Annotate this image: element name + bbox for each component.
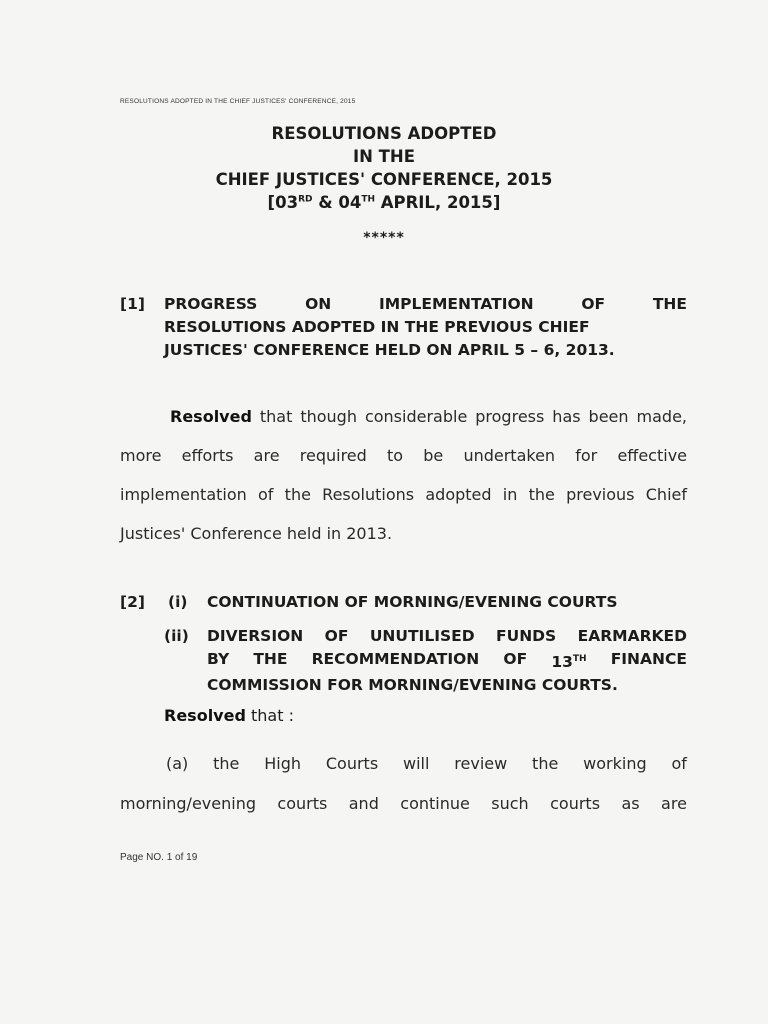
- clause-word: are: [661, 794, 687, 813]
- resolved-label: Resolved: [164, 706, 246, 725]
- section-2-number: [2]: [120, 593, 145, 611]
- section-1-heading-line-2: RESOLUTIONS ADOPTED IN THE PREVIOUS CHIEF: [164, 318, 590, 336]
- clause-word: of: [671, 754, 687, 773]
- clause-word: Courts: [325, 754, 379, 773]
- resolved-rest: that :: [245, 706, 294, 725]
- heading-word: THE: [652, 295, 687, 313]
- title-line-3: CHIEF JUSTICES' CONFERENCE, 2015: [215, 170, 553, 189]
- clause-word: as: [621, 794, 640, 813]
- title-line-4: [0, 191, 768, 214]
- heading-word: IMPLEMENTATION: [378, 295, 534, 313]
- clause-word: continue: [400, 794, 470, 813]
- running-header: RESOLUTIONS ADOPTED IN THE CHIEF JUSTICES' CONFERENCE, 2015: [120, 98, 356, 105]
- heading-word: DIVERSION: [207, 627, 304, 645]
- section-1-heading-line-1: [164, 293, 687, 316]
- clause-word: review: [454, 754, 508, 773]
- title-date-mid: & 04: [312, 193, 362, 212]
- clause-word: courts: [550, 794, 601, 813]
- clause-a-line-2: [120, 784, 687, 824]
- section-1-paragraph: [120, 397, 687, 553]
- clause-word: such: [491, 794, 529, 813]
- title-date-start: [03: [267, 193, 299, 212]
- title-line-2: IN THE: [352, 147, 416, 166]
- section-1-paragraph-text: that though considerable progress has been made, more efforts are required to be undertaken for effective implementation of the Resolutions adopted in the previous Chief Justices' Conference held in 2013.: [120, 407, 687, 543]
- word: THE: [253, 650, 288, 668]
- clause-word: the: [532, 754, 559, 773]
- section-2-item-ii-line-2: [207, 648, 687, 674]
- title-sup-th: TH: [361, 194, 375, 205]
- section-2-item-ii-line-1: [207, 625, 687, 648]
- clause-word: will: [403, 754, 430, 773]
- section-2-item-i-label: (i): [168, 593, 188, 611]
- heading-word: OF: [324, 627, 349, 645]
- section-2-clause-a: [120, 744, 687, 824]
- page-number-footer: Page NO. 1 of 19: [120, 852, 198, 863]
- title-line-1: RESOLUTIONS ADOPTED: [271, 124, 497, 143]
- section-2-resolved: [164, 706, 294, 725]
- separator-stars: *****: [363, 230, 405, 246]
- word: OF: [503, 650, 528, 668]
- word: FINANCE: [610, 650, 687, 668]
- clause-word: High: [264, 754, 302, 773]
- clause-word: and: [348, 794, 379, 813]
- clause-word: the: [213, 754, 240, 773]
- number-13: 13: [551, 653, 573, 672]
- section-2-item-ii-line-3: COMMISSION FOR MORNING/EVENING COURTS.: [207, 676, 618, 695]
- section-2-item-i-heading: CONTINUATION OF MORNING/EVENING COURTS: [207, 593, 618, 611]
- word-13th: [551, 648, 586, 674]
- clause-word: courts: [277, 794, 328, 813]
- clause-a-line-1: [120, 744, 687, 784]
- document-title: [0, 122, 768, 214]
- resolved-label: Resolved: [170, 407, 252, 426]
- heading-word: FUNDS: [496, 627, 557, 645]
- title-sup-rd: RD: [298, 194, 313, 205]
- section-2-item-ii-label: (ii): [164, 627, 189, 645]
- clause-word: working: [583, 754, 647, 773]
- word: BY: [207, 650, 230, 668]
- heading-word: PROGRESS: [164, 295, 258, 313]
- sup-th: TH: [572, 654, 587, 664]
- clause-word: morning/evening: [120, 794, 256, 813]
- section-1-heading-line-3: JUSTICES' CONFERENCE HELD ON APRIL 5 – 6, 2013.: [164, 341, 615, 359]
- word: RECOMMENDATION: [311, 650, 480, 668]
- section-1-heading: [164, 293, 687, 362]
- clause-word: (a): [166, 754, 189, 773]
- heading-word: EARMARKED: [577, 627, 687, 645]
- heading-word: ON: [305, 295, 332, 313]
- title-date-end: APRIL, 2015]: [374, 193, 501, 212]
- heading-word: UNUTILISED: [369, 627, 475, 645]
- heading-word: OF: [581, 295, 606, 313]
- section-2-item-ii-heading: [207, 625, 687, 697]
- section-1-number: [1]: [120, 295, 145, 313]
